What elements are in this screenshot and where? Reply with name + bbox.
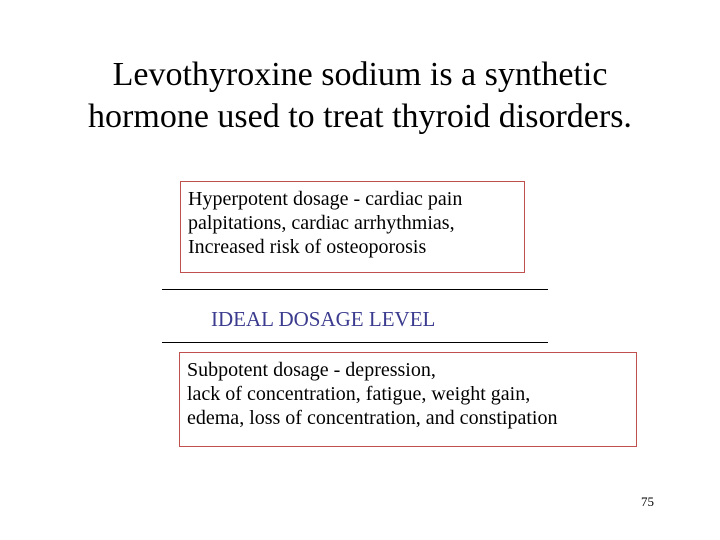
page-number: 75 bbox=[641, 494, 654, 509]
slide-title bbox=[0, 54, 720, 138]
hyperpotent-line: Hyperpotent dosage - cardiac pain bbox=[188, 188, 463, 210]
hyperpotent-dosage-box bbox=[180, 181, 525, 273]
subpotent-line: lack of concentration, fatigue, weight gain, bbox=[187, 383, 531, 405]
subpotent-line: edema, loss of concentration, and constipation bbox=[187, 407, 558, 429]
subpotent-dosage-box bbox=[179, 352, 637, 447]
slide-title-line: hormone used to treat thyroid disorders. bbox=[88, 98, 632, 135]
subpotent-line: Subpotent dosage - depression, bbox=[187, 359, 436, 381]
hyperpotent-line: palpitations, cardiac arrhythmias, bbox=[188, 212, 455, 234]
ideal-dosage-label: IDEAL DOSAGE LEVEL bbox=[211, 307, 436, 331]
upper-divider-line bbox=[162, 289, 548, 290]
hyperpotent-line: Increased risk of osteoporosis bbox=[188, 236, 427, 258]
slide-title-line: Levothyroxine sodium is a synthetic bbox=[112, 56, 608, 93]
lower-divider-line bbox=[162, 342, 548, 343]
